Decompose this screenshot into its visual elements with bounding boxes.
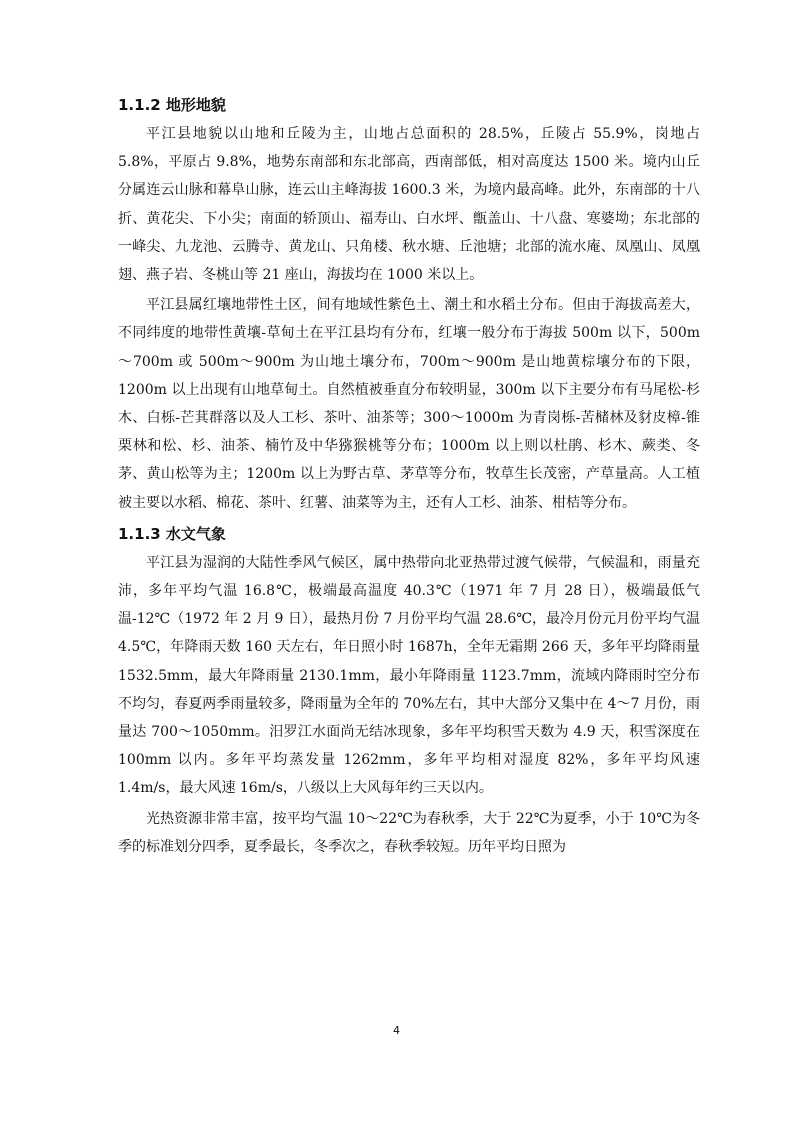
page-body [118, 90, 700, 861]
paragraph-light-heat-resources: 光热资源非常丰富，按平均气温 10～22℃为春秋季，大于 22℃为夏季，小于 10℃为冬季的标准划分四季，夏季最长，冬季次之，春秋季较短。历年平均日照为 [118, 810, 700, 855]
paragraph-climate: 平江县为湿润的大陆性季风气候区，属中热带向北亚热带过渡气候带，气候温和，雨量充沛，多年平均气温 16.8℃，极端最高温度 40.3℃（1971 年 7 月 28 日），极端最低气温-12℃（1972 年 2 月 9 日），最热月份 7 月份平均气温 28.6℃，最冷月份元月份平均气温 4.5℃，年降雨天数 160 天左右，年日照小时 1687h，全年无霜期 266 天，多年平均降雨量 1532.5mm，最大年降雨量 2130.1mm，最小年降雨量 1123.7mm，流域内降雨时空分布不均匀，春夏两季雨量较多，降雨量为全年的 70%左右，其中大部分又集中在 4～7 月份，雨量达 700～1050mm。汨罗江水面尚无结冰现象，多年平均积雪天数为 4.9 天，积雪深度在 100mm 以内。多年平均蒸发量 1262mm，多年平均相对湿度 82%，多年平均风速 1.4m/s，最大风速 16m/s，八级以上大风每年约三天以内。 [118, 554, 700, 797]
section-heading-hydrology-climate: 1.1.3 水文气象 [118, 524, 226, 543]
paragraph-terrain-landform: 平江县地貌以山地和丘陵为主，山地占总面积的 28.5%，丘陵占 55.9%，岗地占 5.8%，平原占 9.8%，地势东南部和东北部高，西南部低，相对高度达 1500 米。境内山丘分属连云山脉和幕阜山脉，连云山主峰海拔 1600.3 米，为境内最高峰。此外，东南部的十八折、黄花尖、下小尖；南面的轿顶山、福寿山、白水坪、甑盖山、十八盘、寒婆坳；东北部的一峰尖、九龙池、云腾寺、黄龙山、只角楼、秋水塘、丘池塘；北部的流水庵、凤凰山、凤凰翅、燕子岩、冬桃山等 21 座山，海拔均在 1000 米以上。 [118, 126, 700, 284]
page-number: 4 [393, 1024, 400, 1037]
section-heading-terrain: 1.1.2 地形地貌 [118, 96, 226, 114]
paragraph-soil-vegetation: 平江县属红壤地带性土区，间有地域性紫色土、潮土和水稻土分布。但由于海拔高差大，不同纬度的地带性黄壤-草甸土在平江县均有分布，红壤一般分布于海拔 500m 以下，500m～700m 或 500m～900m 为山地土壤分布，700m～900m 是山地黄棕壤分布的下限，1200m 以上出现有山地草甸土。自然植被垂直分布较明显，300m 以下主要分布有马尾松-杉木、白栎-芒萁群落以及人工杉、茶叶、油茶等；300～1000m 为青岗栎-苦槠林及豺皮樟-锥栗林和松、杉、油茶、楠竹及中华猕猴桃等分布；1000m 以上则以杜鹃、杉木、蕨类、冬茅、黄山松等为主；1200m 以上为野古草、茅草等分布，牧草生长茂密，产草量高。人工植被主要以水稻、棉花、茶叶、红薯、油菜等为主，还有人工杉、油茶、柑桔等分布。 [118, 297, 700, 511]
